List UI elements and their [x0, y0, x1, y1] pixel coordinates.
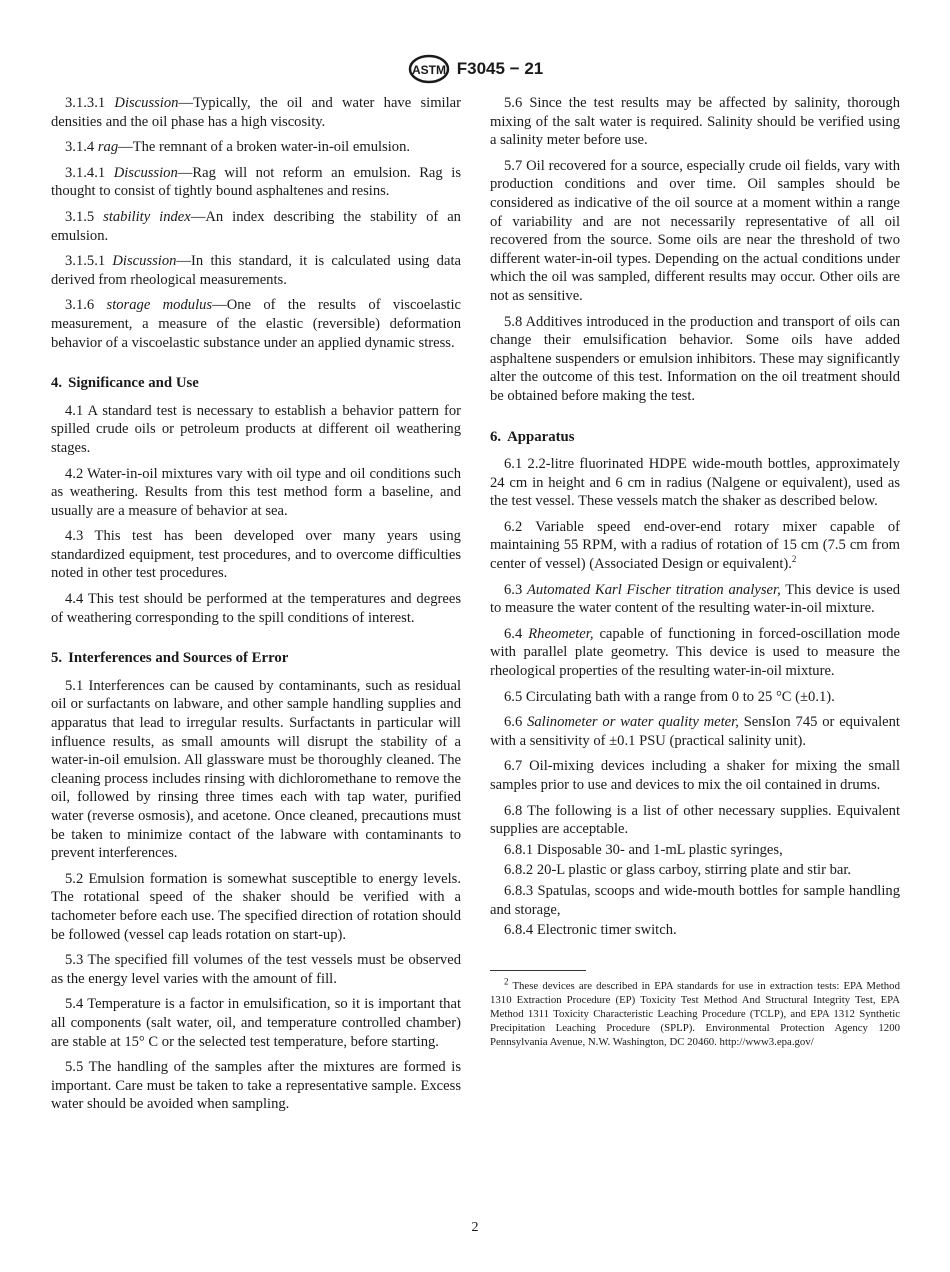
paragraph: 6.8.4 Electronic timer switch. — [504, 922, 677, 939]
paragraph: 5.2 Emulsion formation is somewhat susceptible to energy levels. The rotational speed of the shaker should be verified with a tachometer before each use. The specified direction of rotation should be followed (vessel cap leads rotation on start-up). — [51, 870, 461, 943]
paragraph-number: 6.8.1 — [504, 841, 534, 858]
paragraph: 3.1.3.1 Discussion—Typically, the oil and water have similar densities and the oil phase has a high viscosity. — [51, 95, 461, 130]
paragraph: 5.4 Temperature is a factor in emulsification, so it is important that all components (salt water, oil, and temperature controlled chamber) are stable at 15° C or the selected test temperature, before starting. — [51, 996, 461, 1050]
paragraph-number: 5.8 — [504, 313, 523, 330]
footnote-reference: 2 — [791, 554, 797, 565]
paragraph: 6.3 Automated Karl Fischer titration analyser, This device is used to measure the water content of the resulting water-in-oil mixture. — [490, 581, 900, 617]
term: rag — [97, 139, 119, 156]
paragraph-number: 4.1 — [65, 402, 84, 419]
logo-text: ASTM — [411, 63, 446, 77]
paragraph-number: 3.1.5.1 — [65, 253, 106, 270]
paragraph: 5.6 Since the test results may be affected by salinity, thorough mixing of the salt water is required. Salinity should be verified using a salinity meter before use. — [490, 95, 900, 149]
astm-logo-icon — [407, 54, 451, 84]
term: Salinometer or water quality meter, — [527, 714, 739, 731]
paragraph: 4.2 Water-in-oil mixtures vary with oil type and oil conditions such as weathering. Results from this test method form a baseline, and usually are a measure of behavior at sea. — [51, 465, 462, 519]
paragraph: 4.4 This test should be performed at the temperatures and degrees of weathering corresponding to the spill conditions of interest. — [51, 591, 461, 626]
paragraph: 6.5 Circulating bath with a range from 0 to 25 °C (±0.1). — [504, 688, 835, 705]
paragraph: 6.8.3 Spatulas, scoops and wide-mouth bottles for sample handling and storage, — [490, 882, 900, 918]
paragraph-number: 3.1.3.1 — [65, 95, 106, 111]
footnote-rule — [490, 970, 586, 971]
paragraph-number: 5.5 — [65, 1059, 84, 1076]
paragraph-number: 6.2 — [504, 518, 523, 535]
paragraph: 4.3 This test has been developed over many years using standardized equipment, test procedures, and to overcome difficulties noted in other test procedures. — [51, 528, 461, 582]
right-column — [490, 94, 900, 1049]
term: Discussion — [112, 253, 177, 270]
paragraph: 5.1 Interferences can be caused by contaminants, such as residual oil or surfactants on labware, and other sample handling supplies and apparatus that lead to irregular results. Surfactants in particular will influence results, as small amounts will disrupt the stability of a water-in-oil emulsion. All glassware must be thoroughly cleaned. The cleaning process includes rinsing with dichloromethane to remove the oil, followed by rinsing three times each with tap water, purified water (reverse osmosis), and acetone. Once cleaned, precautions must be taken to minimize contact of the labware with contaminants to prevent interferences. — [51, 677, 462, 862]
paragraph: 3.1.4 rag—The remnant of a broken water-in-oil emulsion. — [65, 139, 411, 156]
section-heading: 6. Apparatus — [490, 428, 575, 445]
paragraph-number: 5.3 — [65, 952, 84, 969]
paragraph-number: 6.7 — [504, 758, 523, 775]
paragraph: 5.8 Additives introduced in the production and transport of oils can change their emulsification behavior. Some oils have added asphaltene suspenders or emulsion inhibitors. These may significantly alter the outcome of this test. Information on the oil treatment should be obtained before making the test. — [490, 313, 900, 404]
paragraph: 6.8.2 20-L plastic or glass carboy, stirring plate and stir bar. — [504, 862, 852, 879]
footnote: $^2$ These devices are described in EPA standards for use in extraction tests: EPA Method 1310 Extraction Procedure (EP) Toxicity Test Method And Structural Integrity Test, EPA Method 1311 Toxicity Characteristic Leaching Procedure (TCLP), and EPA 1312 Synthetic Precipitation Leaching Procedure (SPLP). Environmental Protection Agency 1200 Pennsylvania Avenue, N.W. Washington, DC 20460. http://www3.epa.gov/ — [490, 976, 900, 1048]
term: Rheometer, — [528, 625, 594, 642]
paragraph: 6.8 The following is a list of other necessary supplies. Equivalent supplies are acceptable. — [490, 802, 900, 838]
paragraph: 6.1 2.2-litre fluorinated HDPE wide-mouth bottles, approximately 24 cm in height and 6 cm in radius (Nalgene or equivalent), used as the test vessel. These vessels match the shaker as described below. — [490, 456, 901, 510]
paragraph-number: 6.8 — [504, 802, 523, 819]
paragraph-number: 3.1.5 — [65, 208, 95, 225]
paragraph: 6.6 Salinometer or water quality meter, SensIon 745 or equivalent with a sensitivity of ±0.1 PSU (practical salinity unit). — [490, 714, 900, 749]
paragraph-number: 6.5 — [504, 688, 523, 705]
paragraph-number: 6.4 — [504, 625, 523, 642]
term: Automated Karl Fischer titration analyser, — [527, 581, 781, 598]
paragraph-number: 6.8.3 — [504, 882, 534, 899]
page-number: 2 — [471, 1220, 479, 1235]
paragraph-number: 5.2 — [65, 870, 84, 887]
paragraph-number: 6.8.2 — [504, 862, 534, 879]
term: Discussion — [114, 95, 179, 111]
page-header — [0, 52, 950, 86]
left-column — [51, 94, 461, 1121]
paragraph: 3.1.6 storage modulus—One of the results of viscoelastic measurement, a measure of the elastic (reversible) deformation behavior of a viscoelastic substance under an applied dynamic stress. — [51, 297, 461, 351]
paragraph: 5.7 Oil recovered for a source, especially crude oil fields, vary with production conditions and over time. Oil samples should be considered as indicative of the oil source at a moment within a range of variability and are not necessarily representative of all oil recovered from the source. Some oils are near the threshold of two different water-in-oil types. Depending on the actual conditions under which the oil was sampled, different results may occur. Other oils are not as sensitive. — [490, 157, 900, 304]
paragraph-number: 5.4 — [65, 996, 84, 1013]
paragraph: 4.1 A standard test is necessary to establish a behavior pattern for spilled crude oils or petroleum products at different oil weathering stages. — [51, 402, 462, 456]
paragraph-number: 3.1.6 — [65, 297, 95, 314]
paragraph: 5.5 The handling of the samples after the mixtures are formed is important. Care must be taken to take a representative sample. Excess water should be avoided when sampling. — [51, 1059, 461, 1113]
paragraph-number: 5.1 — [65, 677, 84, 694]
paragraph-number: 4.4 — [65, 591, 84, 608]
paragraph-number: 3.1.4 — [65, 139, 95, 156]
paragraph-number: 6.3 — [504, 581, 523, 598]
term: stability index — [103, 208, 191, 225]
paragraph-number: 4.3 — [65, 528, 84, 545]
paragraph: 5.3 The specified fill volumes of the test vessels must be observed as the energy level varies with the amount of fill. — [51, 952, 461, 987]
paragraph: 6.8.1 Disposable 30- and 1-mL plastic syringes, — [504, 841, 783, 858]
paragraph-number: 3.1.4.1 — [65, 164, 106, 181]
paragraph-number: 6.6 — [504, 714, 523, 731]
standard-designation: F3045 − 21 — [456, 59, 544, 78]
paragraph-number: 6.1 — [504, 456, 523, 473]
paragraph: 6.2 Variable speed end-over-end rotary mixer capable of maintaining 55 RPM, with a radius of rotation of 15 cm (7.5 cm from center of vessel) (Associated Design or equivalent).$^2$ — [490, 518, 900, 573]
paragraph-number: 5.7 — [504, 157, 523, 174]
paragraph: 3.1.4.1 Discussion—Rag will not reform an emulsion. Rag is thought to consist of tightly bound asphaltenes and resins. — [51, 164, 461, 200]
paragraph: 6.4 Rheometer, capable of functioning in forced-oscillation mode with parallel plate geometry. This device is used to measure the rheological properties of the resulting water-in-oil mixture. — [490, 625, 901, 680]
section-heading: 5. Interferences and Sources of Error — [51, 650, 289, 667]
section-heading: 4. Significance and Use — [51, 375, 199, 392]
paragraph: 6.7 Oil-mixing devices including a shaker for mixing the small samples prior to use and devices to mix the oil contained in drums. — [490, 758, 901, 793]
paragraph-number: 6.8.4 — [504, 922, 534, 939]
paragraph: 3.1.5.1 Discussion—In this standard, it is calculated using data derived from rheological measurements. — [51, 253, 461, 288]
term: Discussion — [113, 164, 178, 181]
term: storage modulus — [106, 297, 213, 314]
paragraph-number: 4.2 — [65, 465, 84, 482]
paragraph: 3.1.5 stability index—An index describing the stability of an emulsion. — [51, 208, 461, 244]
paragraph-number: 5.6 — [504, 95, 523, 111]
